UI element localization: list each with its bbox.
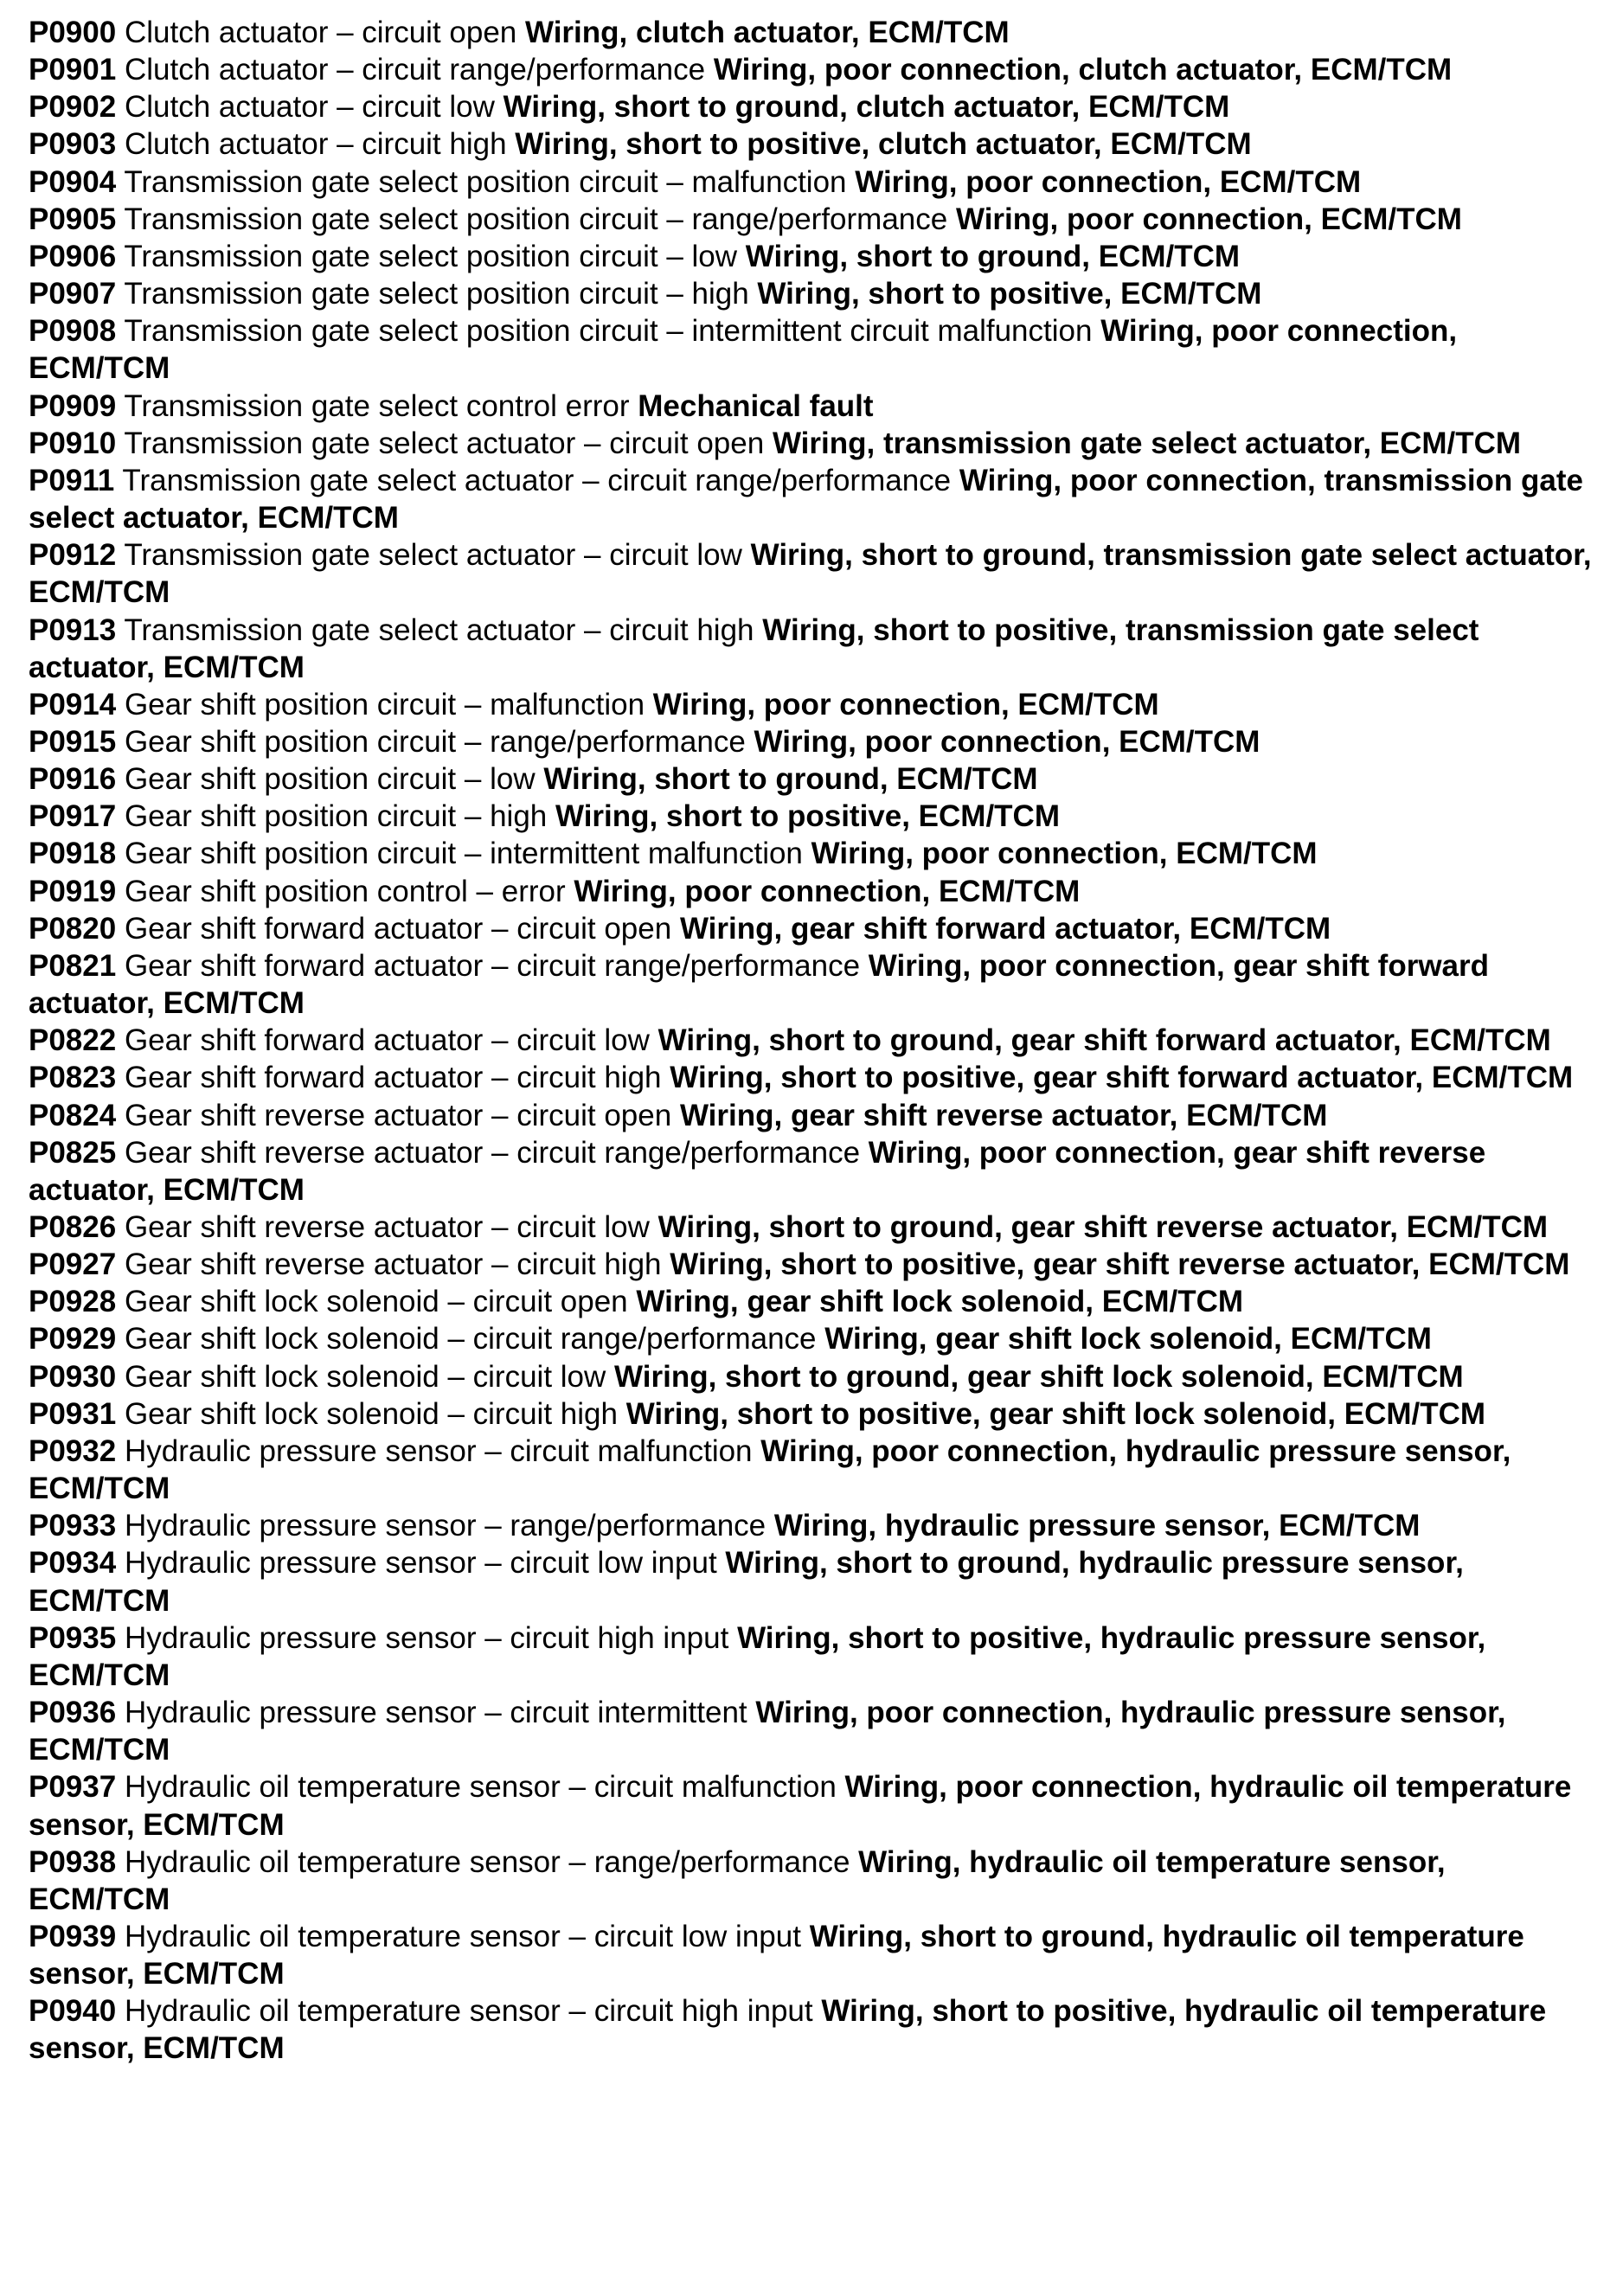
dtc-cause: Wiring, short to ground, gear shift forward actuator, ECM/TCM [657, 1023, 1551, 1058]
dtc-code: P0933 [29, 1509, 117, 1543]
dtc-description: Hydraulic pressure sensor – circuit low input [124, 1546, 717, 1581]
dtc-entry [29, 723, 1594, 760]
dtc-entry [29, 1283, 1594, 1320]
dtc-cause: Wiring, poor connection, ECM/TCM [754, 724, 1260, 759]
dtc-description: Transmission gate select control error [124, 388, 630, 423]
dtc-code: P0823 [29, 1061, 117, 1095]
dtc-cause: Wiring, poor connection, transmission gate select actuator, ECM/TCM [29, 463, 1583, 536]
dtc-code: P0902 [29, 90, 117, 125]
dtc-code: P0919 [29, 874, 117, 908]
dtc-cause: Wiring, poor connection, hydraulic pressure sensor, ECM/TCM [29, 1696, 1506, 1767]
dtc-entry [29, 835, 1594, 872]
dtc-cause: Wiring, poor connection, hydraulic pressure sensor, ECM/TCM [29, 1433, 1511, 1506]
dtc-description: Clutch actuator – circuit low [124, 90, 495, 125]
dtc-entry [29, 238, 1594, 275]
dtc-code: P0910 [29, 426, 117, 460]
dtc-code: P0940 [29, 1994, 117, 2029]
dtc-list [29, 14, 1594, 2068]
dtc-description: Hydraulic pressure sensor – circuit high input [124, 1620, 729, 1655]
dtc-code: P0904 [29, 164, 117, 199]
dtc-code: P0909 [29, 388, 117, 423]
dtc-description: Clutch actuator – circuit open [124, 16, 517, 49]
dtc-code: P0913 [29, 612, 117, 647]
dtc-entry [29, 798, 1594, 835]
dtc-cause: Wiring, transmission gate select actuator, ECM/TCM [772, 426, 1522, 460]
dtc-description: Gear shift lock solenoid – circuit high [124, 1396, 618, 1431]
dtc-cause: Wiring, poor connection, ECM/TCM [652, 687, 1159, 722]
dtc-entry [29, 1544, 1594, 1619]
dtc-cause: Wiring, gear shift lock solenoid, ECM/TCM [636, 1285, 1244, 1319]
dtc-description: Gear shift position circuit – high [124, 799, 548, 834]
dtc-description: Gear shift lock solenoid – circuit low [124, 1359, 606, 1394]
dtc-cause: Wiring, poor connection, gear shift forward actuator, ECM/TCM [29, 948, 1490, 1021]
dtc-entry [29, 1246, 1594, 1283]
dtc-code: P0915 [29, 724, 117, 759]
dtc-cause: Wiring, short to ground, ECM/TCM [745, 239, 1241, 273]
dtc-cause: Wiring, short to ground, gear shift lock solenoid, ECM/TCM [614, 1359, 1464, 1394]
dtc-description: Transmission gate select actuator – circuit open [124, 426, 765, 460]
dtc-cause: Wiring, short to positive, ECM/TCM [555, 799, 1060, 834]
dtc-code: P0914 [29, 687, 117, 722]
dtc-description: Gear shift forward actuator – circuit low [124, 1023, 650, 1058]
dtc-code: P0939 [29, 1919, 117, 1953]
dtc-description: Gear shift reverse actuator – circuit low [124, 1210, 650, 1244]
dtc-code: P0935 [29, 1620, 117, 1655]
dtc-cause: Wiring, short to ground, transmission gate select actuator, ECM/TCM [29, 538, 1592, 610]
dtc-cause: Wiring, poor connection, ECM/TCM [955, 202, 1462, 236]
dtc-code: P0938 [29, 1844, 117, 1879]
dtc-entry [29, 312, 1594, 387]
dtc-cause: Wiring, short to positive, hydraulic oil temperature sensor, ECM/TCM [29, 1994, 1547, 2066]
dtc-code: P0907 [29, 277, 117, 311]
dtc-description: Gear shift reverse actuator – circuit range/performance [124, 1135, 861, 1170]
dtc-cause: Wiring, poor connection, hydraulic oil temperature sensor, ECM/TCM [29, 1770, 1572, 1842]
dtc-description: Hydraulic oil temperature sensor – circuit high input [124, 1994, 813, 2029]
dtc-code: P0825 [29, 1135, 117, 1170]
dtc-description: Hydraulic oil temperature sensor – range/performance [124, 1844, 850, 1879]
dtc-description: Clutch actuator – circuit range/performance [124, 53, 706, 87]
dtc-code: P0824 [29, 1098, 117, 1132]
dtc-description: Hydraulic pressure sensor – range/performance [124, 1509, 767, 1543]
dtc-cause: Wiring, short to positive, gear shift lock solenoid, ECM/TCM [625, 1396, 1486, 1431]
dtc-entry [29, 425, 1594, 462]
dtc-cause: Mechanical fault [638, 388, 874, 423]
dtc-description: Transmission gate select position circuit – range/performance [124, 202, 948, 236]
dtc-description: Gear shift position circuit – range/performance [124, 724, 746, 759]
dtc-cause: Wiring, short to ground, gear shift reverse actuator, ECM/TCM [657, 1210, 1549, 1244]
dtc-description: Gear shift forward actuator – circuit range/performance [124, 948, 861, 983]
dtc-code: P0906 [29, 239, 117, 273]
dtc-code: P0918 [29, 837, 117, 871]
dtc-description: Gear shift reverse actuator – circuit high [124, 1247, 662, 1282]
dtc-entry [29, 1507, 1594, 1544]
dtc-code: P0826 [29, 1210, 117, 1244]
dtc-description: Gear shift forward actuator – circuit high [124, 1061, 662, 1095]
dtc-cause: Wiring, poor connection, ECM/TCM [574, 874, 1081, 908]
dtc-code: P0820 [29, 911, 117, 946]
dtc-code: P0917 [29, 799, 117, 834]
dtc-description: Transmission gate select position circuit – intermittent circuit malfunction [124, 314, 1093, 349]
dtc-code: P0908 [29, 314, 117, 349]
dtc-cause: Wiring, poor connection, clutch actuator, ECM/TCM [713, 53, 1453, 87]
dtc-code: P0901 [29, 53, 117, 87]
dtc-cause: Wiring, hydraulic pressure sensor, ECM/TCM [773, 1509, 1421, 1543]
dtc-cause: Wiring, short to ground, ECM/TCM [543, 762, 1038, 797]
dtc-description: Hydraulic pressure sensor – circuit malfunction [124, 1433, 753, 1468]
dtc-entry [29, 1097, 1594, 1134]
dtc-description: Gear shift position control – error [124, 874, 566, 908]
dtc-code: P0929 [29, 1322, 117, 1356]
dtc-entry [29, 125, 1594, 163]
dtc-entry [29, 760, 1594, 798]
dtc-entry [29, 1358, 1594, 1395]
dtc-cause: Wiring, short to positive, clutch actuator, ECM/TCM [515, 127, 1252, 162]
dtc-description: Gear shift position circuit – malfunction [124, 687, 645, 722]
dtc-cause: Wiring, short to positive, transmission gate select actuator, ECM/TCM [29, 612, 1479, 684]
dtc-entry [29, 1433, 1594, 1507]
dtc-entry [29, 1694, 1594, 1768]
dtc-code: P0930 [29, 1359, 117, 1394]
dtc-entry [29, 462, 1594, 536]
dtc-entry [29, 14, 1594, 51]
dtc-entry [29, 536, 1594, 611]
dtc-entry [29, 1844, 1594, 1918]
dtc-description: Gear shift position circuit – low [124, 762, 536, 797]
dtc-description: Gear shift position circuit – intermittent malfunction [124, 837, 803, 871]
dtc-cause: Wiring, short to positive, hydraulic pressure sensor, ECM/TCM [29, 1620, 1486, 1692]
dtc-entry [29, 51, 1594, 88]
dtc-cause: Wiring, short to positive, ECM/TCM [757, 277, 1262, 311]
dtc-entry [29, 1768, 1594, 1843]
dtc-cause: Wiring, gear shift forward actuator, ECM/TCM [679, 911, 1331, 946]
dtc-description: Transmission gate select position circuit – low [124, 239, 738, 273]
dtc-entry [29, 1022, 1594, 1059]
dtc-cause: Wiring, short to positive, gear shift reverse actuator, ECM/TCM [670, 1247, 1570, 1282]
dtc-entry [29, 873, 1594, 910]
dtc-cause: Wiring, short to ground, hydraulic pressure sensor, ECM/TCM [29, 1546, 1464, 1618]
dtc-entry [29, 1209, 1594, 1246]
dtc-cause: Wiring, poor connection, ECM/TCM [29, 314, 1458, 386]
dtc-description: Transmission gate select actuator – circuit range/performance [122, 463, 952, 497]
dtc-code: P0936 [29, 1696, 117, 1730]
dtc-entry [29, 388, 1594, 425]
dtc-entry [29, 910, 1594, 947]
dtc-code: P0932 [29, 1433, 117, 1468]
dtc-description: Hydraulic pressure sensor – circuit intermittent [124, 1696, 747, 1730]
dtc-entry [29, 88, 1594, 125]
dtc-code: P0903 [29, 127, 117, 162]
dtc-code: P0911 [29, 463, 115, 497]
dtc-cause: Wiring, poor connection, gear shift reverse actuator, ECM/TCM [29, 1135, 1486, 1207]
dtc-entry [29, 686, 1594, 723]
dtc-cause: Wiring, poor connection, ECM/TCM [811, 837, 1318, 871]
dtc-code: P0821 [29, 948, 117, 983]
dtc-code: P0905 [29, 202, 117, 236]
dtc-entry [29, 1918, 1594, 1992]
dtc-code: P0912 [29, 538, 117, 573]
dtc-code: P0928 [29, 1285, 117, 1319]
dtc-description: Gear shift reverse actuator – circuit open [124, 1098, 672, 1132]
dtc-cause: Wiring, clutch actuator, ECM/TCM [524, 16, 1010, 49]
dtc-description: Gear shift forward actuator – circuit open [124, 911, 672, 946]
dtc-cause: Wiring, poor connection, ECM/TCM [855, 164, 1362, 199]
dtc-cause: Wiring, gear shift reverse actuator, ECM/TCM [679, 1098, 1328, 1132]
dtc-entry [29, 201, 1594, 238]
dtc-code: P0822 [29, 1023, 117, 1058]
dtc-cause: Wiring, hydraulic oil temperature sensor, ECM/TCM [29, 1844, 1446, 1916]
dtc-description: Hydraulic oil temperature sensor – circuit malfunction [124, 1770, 837, 1805]
dtc-code: P0916 [29, 762, 117, 797]
dtc-description: Transmission gate select position circuit – high [124, 277, 749, 311]
dtc-entry [29, 1320, 1594, 1357]
dtc-code: P0931 [29, 1396, 117, 1431]
dtc-entry [29, 1134, 1594, 1209]
dtc-entry [29, 1992, 1594, 2067]
dtc-cause: Wiring, short to positive, gear shift forward actuator, ECM/TCM [670, 1061, 1574, 1095]
dtc-description: Transmission gate select actuator – circuit high [124, 612, 754, 647]
dtc-description: Hydraulic oil temperature sensor – circuit low input [124, 1919, 801, 1953]
dtc-cause: Wiring, short to ground, hydraulic oil temperature sensor, ECM/TCM [29, 1919, 1524, 1991]
dtc-entry [29, 612, 1594, 686]
dtc-code: P0927 [29, 1247, 117, 1282]
dtc-code: P0937 [29, 1770, 117, 1805]
dtc-cause: Wiring, gear shift lock solenoid, ECM/TCM [824, 1322, 1432, 1356]
dtc-description: Clutch actuator – circuit high [124, 127, 507, 162]
dtc-cause: Wiring, short to ground, clutch actuator, ECM/TCM [503, 90, 1230, 125]
dtc-description: Gear shift lock solenoid – circuit open [124, 1285, 628, 1319]
dtc-code: P0900 [29, 16, 117, 49]
dtc-entry [29, 164, 1594, 201]
dtc-entry [29, 1395, 1594, 1433]
dtc-entry [29, 1059, 1594, 1096]
dtc-description: Transmission gate select actuator – circuit low [124, 538, 742, 573]
dtc-entry [29, 275, 1594, 312]
dtc-entry [29, 947, 1594, 1022]
dtc-entry [29, 1619, 1594, 1694]
dtc-description: Transmission gate select position circuit – malfunction [124, 164, 847, 199]
dtc-description: Gear shift lock solenoid – circuit range/performance [124, 1322, 817, 1356]
dtc-code: P0934 [29, 1546, 117, 1581]
